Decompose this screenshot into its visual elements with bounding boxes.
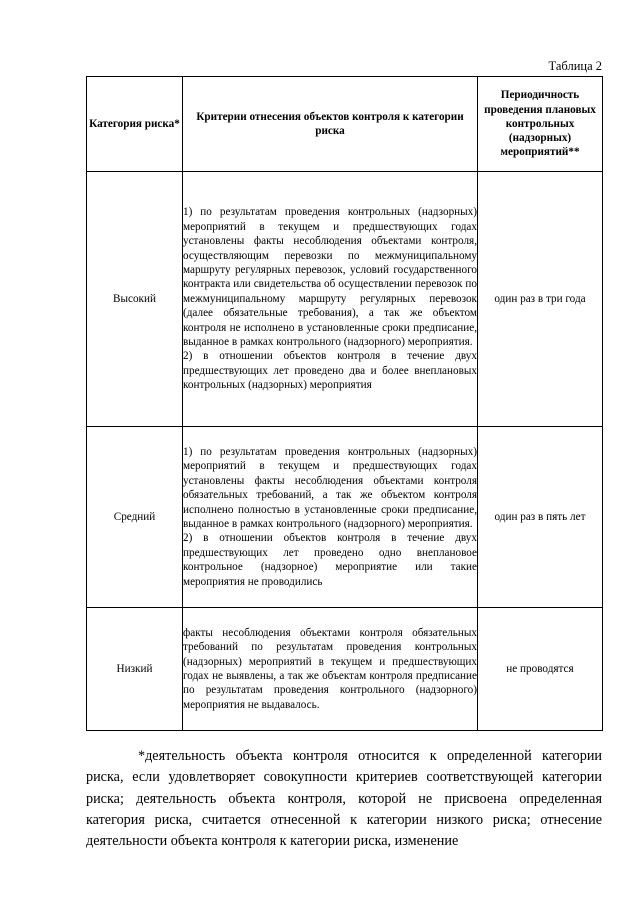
category-cell: Средний xyxy=(87,427,183,608)
footnote xyxy=(86,746,602,852)
criteria-item: 2) в отношении объектов контроля в течение двух предшествующих лет проведено одно внеплановое контрольное (надзорное) мероприятие или такие мероприятия не проводились xyxy=(183,532,477,588)
criteria-item: 1) по результатам проведения контрольных (надзорных) мероприятий в текущем и предшествующих годах установлены факты несоблюдения объектами контроля обязательных требований, а так же объектом контроля исполнено полностью в установленные сроки предписание, выданное в рамках контрольного (надзорного) мероприятия. xyxy=(183,445,477,530)
criteria-item: факты несоблюдения объектами контроля обязательных требований по результатам проведения контрольных (надзорных) мероприятий в текущем и предшествующих годах не выявлены, а так же объектам контроля предписание по результатам проведения контрольного (надзорного) мероприятия не выдавалось. xyxy=(183,626,477,711)
risk-category-table xyxy=(86,76,603,731)
table-header-row xyxy=(87,77,603,172)
criteria-item: 2) в отношении объектов контроля в течение двух предшествующих лет проведено два и более внеплановых контрольных (надзорных) мероприятия xyxy=(183,350,477,392)
table-row-medium xyxy=(87,427,603,608)
table-caption: Таблица 2 xyxy=(548,59,602,73)
frequency-cell: один раз в три года xyxy=(478,172,603,427)
category-cell: Низкий xyxy=(87,608,183,731)
frequency-cell: не проводятся xyxy=(478,608,603,731)
header-criteria: Критерии отнесения объектов контроля к категории риска xyxy=(183,77,478,172)
header-category: Категория риска* xyxy=(87,77,183,172)
criteria-cell xyxy=(183,427,478,608)
criteria-cell xyxy=(183,608,478,731)
header-frequency: Периодичность проведения плановых контрольных (надзорных) мероприятий** xyxy=(478,77,603,172)
criteria-cell xyxy=(183,172,478,427)
table-row-low xyxy=(87,608,603,731)
footnote-text: *деятельность объекта контроля относится к определенной категории риска, если удовлетворяет совокупности критериев соответствующей категории риска; деятельность объекта контроля, которой не присвоена определенная категория риска, считается отнесенной к категории низкого риска; отнесение деятельности объекта контроля к категории риска, изменение xyxy=(86,748,602,850)
table-row-high xyxy=(87,172,603,427)
frequency-cell: один раз в пять лет xyxy=(478,427,603,608)
criteria-item: 1) по результатам проведения контрольных (надзорных) мероприятий в текущем и предшествующих годах установлены факты несоблюдения объектами контроля, осуществляющим перевозки по межмуниципальному маршруту регулярных перевозок, условий государственного контракта или свидетельства об осуществлении перевозок по межмуниципальному маршруту регулярных перевозок (далее обязательные требования), а так же объектом контроля не исполнено в установленные сроки предписание, выданное в рамках контрольного (надзорного) мероприятия. xyxy=(183,206,477,349)
category-cell: Высокий xyxy=(87,172,183,427)
